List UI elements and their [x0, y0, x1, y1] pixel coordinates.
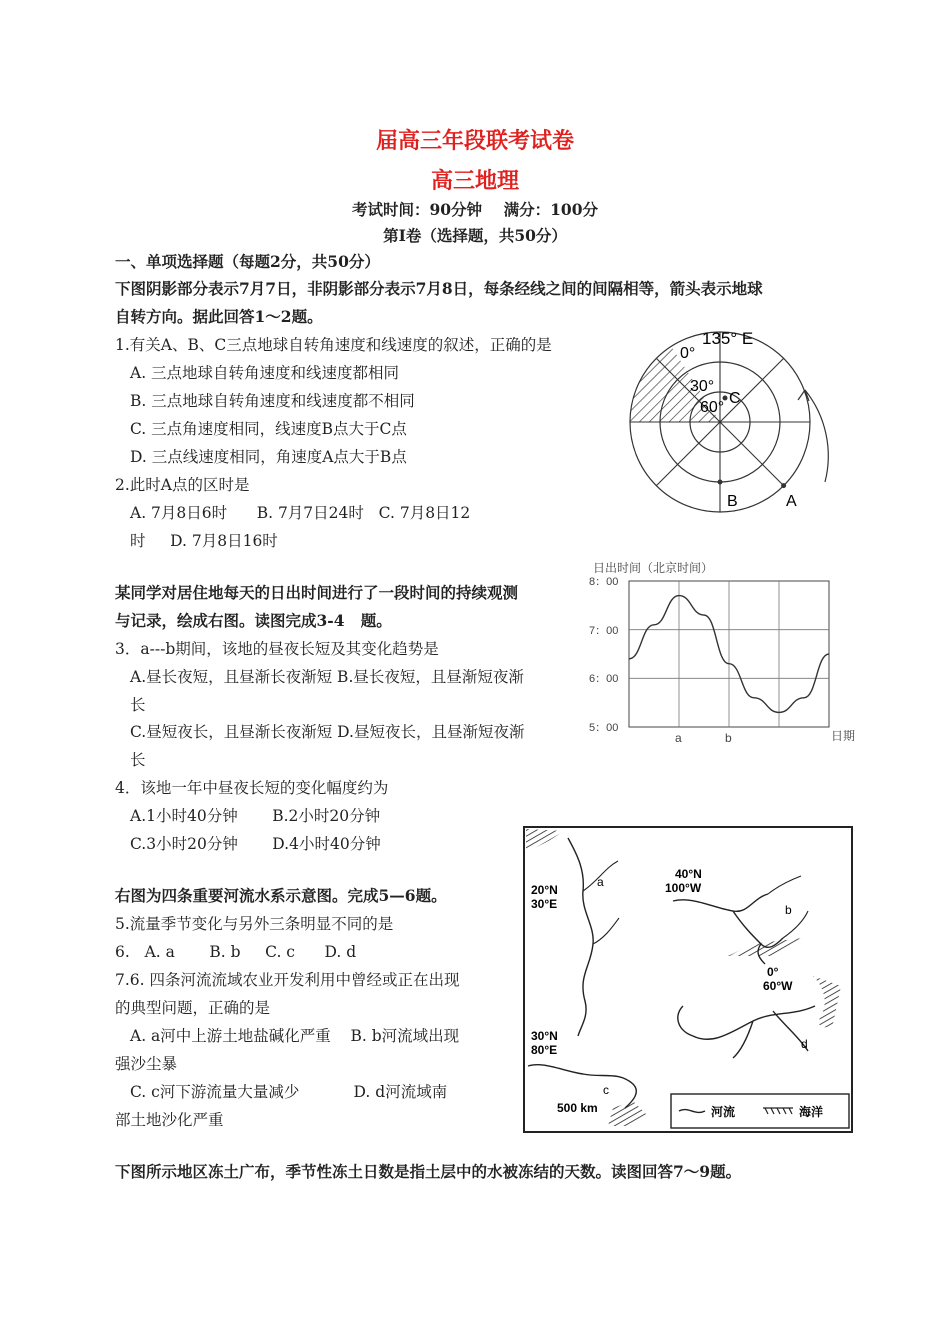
- q6-line6: 部土地沙化严重: [115, 1111, 224, 1129]
- x-marker-b: b: [725, 731, 732, 745]
- q3-options-line2: 长: [130, 696, 146, 714]
- q2-stem: 2.此时A点的区时是: [115, 476, 250, 494]
- q1-option-d: D. 三点线速度相同，角速度A点大于B点: [130, 448, 407, 466]
- river-a-coord-lon: 30°E: [531, 897, 558, 911]
- river-c-coord-lat: 30°N: [531, 1029, 558, 1043]
- q6-line5: C. c河下游流量大量减少 D. d河流域南: [130, 1083, 448, 1101]
- sunrise-intro-line1: 某同学对居住地每天的日出时间进行了一段时间的持续观测: [115, 583, 519, 602]
- section-intro-line1: 下图阴影部分表示7月7日，非阴影部分表示7月8日，每条经线之间的间隔相等，箭头表示地球: [115, 279, 763, 298]
- q6-line3: A. a河中上游土地盐碱化严重 B. b河流域出现: [130, 1027, 460, 1045]
- q1-option-a: A. 三点地球自转角速度和线速度都相同: [130, 364, 400, 382]
- y-tick-600: 6：00: [589, 673, 619, 685]
- q3-options-line4: 长: [130, 751, 146, 769]
- q4-options-line2: C.3小时20分钟 D.4小时40分钟: [130, 835, 381, 853]
- river-b-coord-lat: 40°N: [675, 867, 702, 881]
- lon-135e-label: 135° E: [702, 329, 754, 348]
- q3-options-line3: C.昼短夜长，且昼渐长夜渐短 D.昼短夜长，且昼渐短夜渐: [130, 723, 525, 741]
- q1-stem: 1.有关A、B、C三点地球自转角速度和线速度的叙述，正确的是: [115, 336, 552, 354]
- lat-0-label: 0°: [680, 345, 696, 362]
- q4-options-line1: A.1小时40分钟 B.2小时20分钟: [130, 807, 381, 825]
- volume-heading: 第Ⅰ卷（选择题，共50分）: [383, 226, 567, 245]
- q6-line4: 强沙尘暴: [115, 1055, 178, 1073]
- q3-options-line1: A.昼长夜短，且昼渐长夜渐短 B.昼长夜短，且昼渐短夜渐: [130, 668, 524, 686]
- river-d-label: d: [801, 1037, 808, 1051]
- exam-title: 届高三年段联考试卷: [375, 128, 574, 154]
- river-b-label: b: [785, 903, 792, 917]
- subject-title: 高三地理: [430, 168, 519, 194]
- y-tick-700: 7：00: [589, 625, 619, 637]
- x-marker-a: a: [675, 731, 682, 745]
- river-a-coord-lat: 20°N: [531, 883, 558, 897]
- point-b-marker: [718, 480, 723, 485]
- point-a-marker: [781, 483, 786, 488]
- river-a-label: a: [597, 875, 604, 889]
- point-c-label: C: [729, 390, 741, 407]
- y-tick-800: 8：00: [589, 576, 619, 588]
- q4-stem: 4．该地一年中昼夜长短的变化幅度约为: [115, 779, 389, 797]
- q5-stem: 5.流量季节变化与另外三条明显不同的是: [115, 915, 394, 933]
- exam-info: 考试时间：90分钟 满分：100分: [351, 200, 598, 219]
- x-axis-label: 日期: [831, 729, 856, 743]
- section-intro-line2: 自转方向。据此回答1～2题。: [115, 307, 323, 326]
- legend-ocean-label: 海洋: [799, 1105, 824, 1119]
- sunrise-intro-line2: 与记录，绘成右图。读图完成3-4 题。: [115, 611, 392, 630]
- river-d-coord-lat: 0°: [767, 965, 779, 979]
- polar-projection-diagram: [620, 322, 840, 517]
- frozen-soil-intro: 下图所示地区冻土广布，季节性冻土日数是指土层中的水被冻结的天数。读图回答7～9题。: [115, 1162, 742, 1181]
- lat-60-label: 60°: [700, 399, 725, 416]
- legend-river-label: 河流: [711, 1105, 736, 1119]
- point-b-label: B: [727, 493, 738, 510]
- y-tick-500: 5：00: [589, 722, 619, 734]
- river-c-label: c: [603, 1083, 609, 1097]
- rivers-intro: 右图为四条重要河流水系示意图。完成5—6题。: [115, 886, 447, 905]
- q5-options: 6. A. a B. b C. c D. d: [115, 943, 357, 961]
- map-scale-label: 500 km: [557, 1101, 598, 1115]
- q6-line1: 7.6. 四条河流流域农业开发利用中曾经或正在出现: [115, 971, 460, 989]
- river-d-coord-lon: 60°W: [763, 979, 793, 993]
- chart-gridlines: [629, 581, 829, 727]
- river-c-coord-lon: 80°E: [531, 1043, 558, 1057]
- q6-line2: 的典型问题，正确的是: [115, 999, 271, 1017]
- sunrise-time-chart: [585, 555, 875, 750]
- chart-title: 日出时间（北京时间）: [593, 561, 714, 575]
- q2-options-line1: A. 7月8日6时 B. 7月7日24时 C. 7月8日12: [130, 504, 471, 522]
- lat-30-label: 30°: [690, 378, 715, 395]
- river-b-coord-lon: 100°W: [665, 881, 702, 895]
- river-systems-map: [523, 826, 853, 1133]
- q1-option-b: B. 三点地球自转角速度和线速度都不相同: [130, 392, 415, 410]
- q1-option-c: C. 三点角速度相同，线速度B点大于C点: [130, 420, 407, 438]
- point-a-label: A: [786, 493, 797, 510]
- section-heading: 一、单项选择题（每题2分，共50分）: [115, 252, 380, 271]
- q3-stem: 3．a---b期间，该地的昼夜长短及其变化趋势是: [115, 640, 439, 658]
- q2-options-line2: 时 D. 7月8日16时: [130, 532, 278, 550]
